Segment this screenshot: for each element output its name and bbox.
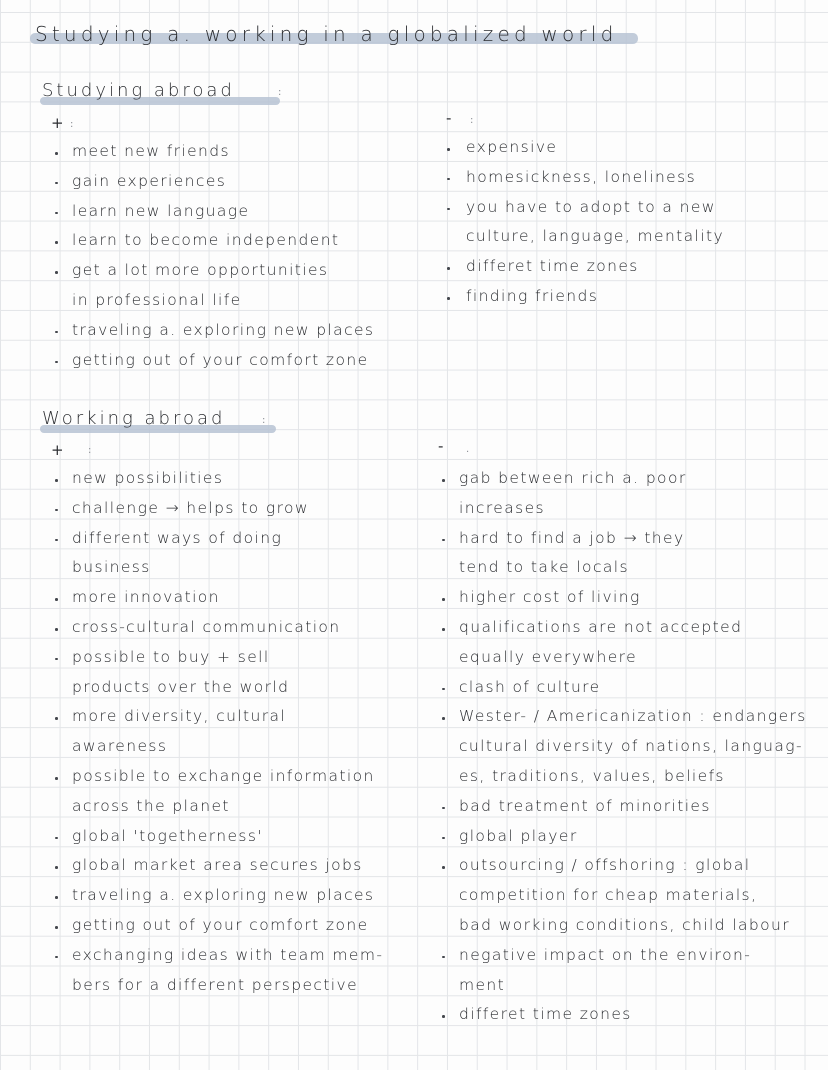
con-item-line: es, traditions, values, beliefs [459, 767, 725, 785]
bullet-dot [55, 926, 58, 929]
pros-colon: : [70, 119, 74, 130]
con-item-line: global player [459, 826, 578, 845]
pro-item-line: cross-cultural communication [72, 618, 341, 636]
pro-item-line: more diversity, cultural [72, 707, 287, 726]
bullet-dot [55, 777, 58, 780]
pro-item-line: getting out of your comfort zone [72, 350, 369, 369]
section-colon: : [278, 87, 282, 98]
con-item-line: qualifications are not accepted [459, 618, 743, 636]
pro-item-line: more innovation [72, 588, 220, 607]
section-heading-studying: Studying abroad [42, 80, 235, 101]
con-item-line: equally everywhere [459, 647, 638, 666]
pros-sign: + [51, 114, 64, 132]
section-colon: : [262, 415, 266, 426]
bullet-dot [55, 331, 58, 334]
pro-item-line: different ways of doing [72, 528, 283, 547]
con-item-line: higher cost of living [459, 588, 641, 607]
bullet-dot [55, 717, 58, 720]
page-title: Studying a. working in a globalized world [35, 22, 618, 46]
pro-item-line: new possibilities [72, 469, 224, 487]
bullet-dot [55, 212, 58, 215]
bullet-dot [442, 866, 445, 869]
con-item-line: increases [459, 498, 546, 517]
pro-item-line: learn new language [72, 201, 250, 220]
pro-item-line: awareness [72, 737, 168, 756]
pro-item-line: bers for a different perspective [72, 975, 359, 994]
pro-item-line: global market area secures jobs [72, 856, 363, 875]
con-item-line: bad treatment of minorities [459, 796, 711, 815]
bullet-dot [447, 178, 450, 181]
bullet-dot [442, 956, 445, 959]
bullet-dot [55, 628, 58, 631]
pro-item-line: getting out of your comfort zone [72, 916, 369, 934]
bullet-dot [442, 598, 445, 601]
con-item-line: tend to take locals [459, 558, 629, 577]
pro-item-line: possible to exchange information [72, 767, 375, 785]
bullet-dot [55, 361, 58, 364]
bullet-dot [447, 267, 450, 270]
pro-item-line: exchanging ideas with team mem- [72, 945, 384, 964]
pro-item-line: learn to become independent [72, 231, 340, 250]
cons-sign: - [446, 109, 452, 127]
bullet-dot [55, 896, 58, 899]
con-item-line: homesickness, loneliness [466, 167, 697, 186]
pro-item-line: across the planet [72, 796, 230, 815]
pros-sign: + [51, 441, 64, 459]
bullet-dot [55, 479, 58, 482]
pro-item-line: challenge → helps to grow [72, 498, 309, 517]
section-heading-working: Working abroad [42, 408, 226, 429]
pro-item-line: get a lot more opportunities [72, 261, 329, 280]
con-item-line: Wester- / Americanization : endangers [459, 707, 807, 726]
pro-item-line: possible to buy + sell [72, 647, 270, 666]
con-item-line: hard to find a job → they [459, 528, 685, 547]
con-item-line: culture, language, mentality [466, 227, 725, 246]
pro-item-line: global 'togetherness' [72, 826, 264, 845]
pro-item-line: traveling a. exploring new places [72, 886, 375, 905]
bullet-dot [55, 509, 58, 512]
bullet-dot [55, 598, 58, 601]
pro-item-line: meet new friends [72, 142, 230, 160]
con-item-line: outsourcing / offshoring : global [459, 856, 751, 875]
cons-colon: . [466, 444, 470, 455]
con-item-line: finding friends [466, 287, 599, 305]
bullet-dot [55, 866, 58, 869]
bullet-dot [442, 628, 445, 631]
pro-item-line: products over the world [72, 677, 290, 696]
con-item-line: you have to adopt to a new [466, 197, 716, 216]
cons-colon: : [470, 115, 474, 126]
con-item-line: ment [459, 975, 506, 994]
bullet-dot [442, 807, 445, 810]
bullet-dot [55, 241, 58, 244]
bullet-dot [55, 837, 58, 840]
bullet-dot [442, 539, 445, 542]
bullet-dot [55, 658, 58, 661]
pro-item-line: gain experiences [72, 171, 227, 190]
pro-item-line: business [72, 558, 151, 577]
pros-colon: : [88, 445, 92, 456]
bullet-dot [447, 148, 450, 151]
bullet-dot [442, 837, 445, 840]
bullet-dot [55, 271, 58, 274]
bullet-dot [442, 688, 445, 691]
con-item-line: differet time zones [459, 1005, 632, 1024]
con-item-line: bad working conditions, child labour [459, 916, 791, 934]
pro-item-line: traveling a. exploring new places [72, 320, 375, 339]
bullet-dot [55, 182, 58, 185]
bullet-dot [447, 208, 450, 211]
con-item-line: expensive [466, 138, 558, 156]
con-item-line: competition for cheap materials, [459, 886, 758, 905]
con-item-line: negative impact on the environ- [459, 945, 752, 964]
con-item-line: gab between rich a. poor [459, 469, 687, 487]
con-item-line: clash of culture [459, 677, 601, 696]
bullet-dot [442, 1015, 445, 1018]
cons-sign: - [438, 437, 444, 455]
bullet-dot [442, 717, 445, 720]
bullet-dot [55, 956, 58, 959]
con-item-line: differet time zones [466, 257, 639, 276]
bullet-dot [55, 152, 58, 155]
pro-item-line: in professional life [72, 291, 242, 309]
bullet-dot [442, 479, 445, 482]
con-item-line: cultural diversity of nations, languag- [459, 737, 803, 756]
bullet-dot [55, 539, 58, 542]
bullet-dot [447, 297, 450, 300]
